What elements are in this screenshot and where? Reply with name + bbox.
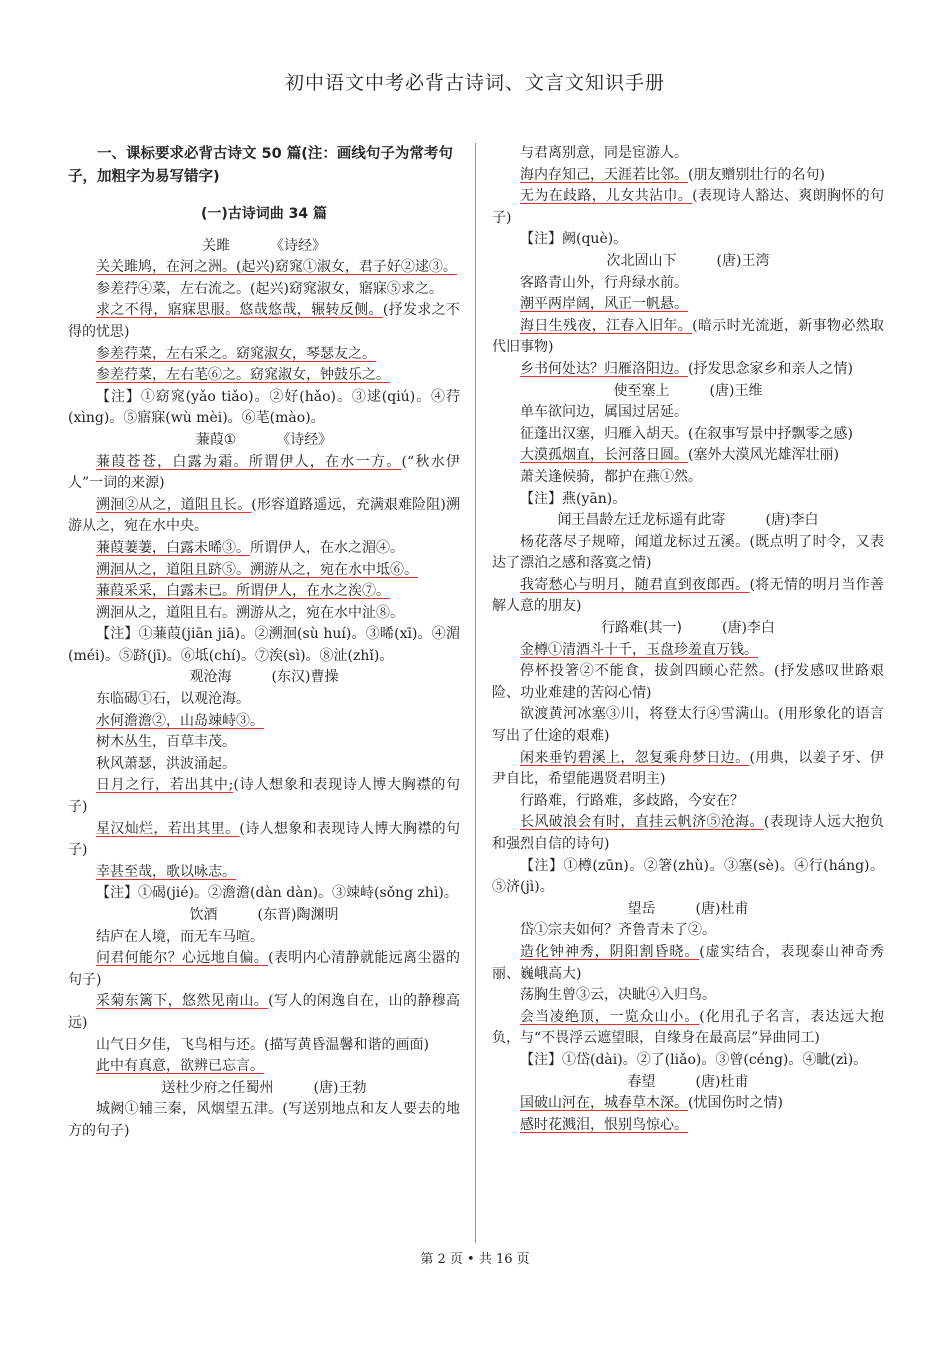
poem-line (492, 1093, 884, 1115)
poem-line: 树木丛生，百草丰茂。 (96, 734, 236, 751)
annotation-text: (忧国伤时之情) (688, 1095, 783, 1112)
annotation-text: (将无情的明月当作善解人意的朋友) (492, 576, 885, 615)
poem-line (68, 495, 460, 538)
poem-line (492, 165, 884, 187)
poem-line: 萧关逢候骑，都护在燕①然。 (520, 468, 702, 485)
poem-line: 金樽①清酒斗十千，玉盘珍羞直万钱。 (520, 641, 758, 658)
underlined-text: 闲来垂钓碧溪上，忽复乘舟梦日边。 (520, 749, 750, 766)
poem-author: (唐)王湾 (716, 252, 770, 269)
poem-line (492, 186, 884, 229)
poem-line: 岱①宗夫如何？齐鲁青未了②。 (520, 922, 716, 939)
poem-line: 潮平两岸阔，风正一帆悬。 (520, 296, 688, 313)
document-title: 初中语文中考必背古诗词、文言文知识手册 (284, 72, 665, 94)
poem-line: 城阙①辅三秦，风烟望五津。(写送别地点和友人要去的地方的句子) (68, 1101, 460, 1139)
annotation-text: (形容道路遥远，充满艰难险阻)溯游从之，宛在水中央。 (68, 496, 460, 535)
poem-author: (唐)李白 (722, 620, 775, 637)
poem-line (68, 300, 460, 343)
poem-line (68, 948, 460, 991)
annotation-text: (诗人想象和表现诗人博大胸襟的句子) (68, 777, 461, 816)
poem-chunwang (492, 1072, 884, 1137)
right-column (492, 143, 884, 1136)
annotation-text: (抒发求之不得的忧思) (68, 302, 460, 340)
poem-title: 闻王昌龄左迁龙标遥有此寄 (557, 512, 726, 529)
poem-line: 客路青山外，行舟绿水前。 (520, 274, 688, 291)
poem-line (492, 1007, 884, 1050)
poem-author: (东汉)曹操 (271, 669, 339, 686)
poem-note: 【注】①碣(jié)。②澹澹(dàn dàn)。③竦峙(sǒng zhì)。 (96, 885, 458, 902)
annotation-text: (化用孔子名言，表达远大抱负，与“不畏浮云遮望眼，自缘身在最高层”异曲同工) (492, 1008, 884, 1047)
subsection-heading: (一)古诗词曲 34 篇 (200, 206, 328, 222)
poem-line (492, 316, 884, 359)
poem-line: 荡胸生曾③云，决眦④入归鸟。 (520, 987, 716, 1004)
underlined-text: 求之不得，寤寐思服。悠哉悠哉，辗转反侧。 (96, 302, 383, 319)
annotation-text: (写人的闲逸自在，山的静穆高远) (68, 993, 461, 1031)
poem-title: 春望 (627, 1073, 656, 1090)
annotation-text: (表现诗人豁达、爽朗胸怀的句子) (492, 188, 885, 226)
poem-guanju (68, 236, 460, 430)
poem-title-row (492, 618, 884, 640)
poem-guancanghai (68, 667, 460, 905)
underlined-text: 会当凌绝顶，一览众山小。 (520, 1008, 700, 1025)
underlined-text: 日月之行，若出其中; (96, 777, 234, 794)
poem-title: 送杜少府之任蜀州 (161, 1079, 274, 1096)
poem-author: 《诗经》 (276, 431, 333, 448)
poem-title-row (68, 430, 460, 452)
poem-author: (唐)杜甫 (695, 1073, 749, 1090)
annotation-text: (虚实结合，表现泰山神奇秀丽、巍峨高大) (492, 943, 884, 982)
poem-title-row (68, 236, 460, 258)
poem-note: 【注】①窈窕(yǎo tiǎo)。②好(hǎo)。③逑(qiú)。④荇(xìng)。⑤寤寐(wù mèi)。⑥芼(mào)。 (68, 388, 460, 427)
underlined-text: 我寄愁心与明月，随君直到夜郎西。 (520, 576, 750, 593)
poem-title: 观沧海 (189, 669, 232, 686)
poem-note: 【注】①蒹葭(jiān jiā)。②溯洄(sù huí)。③晞(xī)。④湄(méi)。⑤跻(jī)。⑥坻(chí)。⑦涘(sì)。⑧沚(zhǐ)。 (68, 626, 460, 664)
poem-title-row (492, 1072, 884, 1094)
poem-author: (唐)李白 (765, 512, 819, 529)
poem-line (68, 452, 460, 495)
poem-note: 【注】阙(què)。 (520, 231, 628, 248)
poem-line: 参差荇④菜，左右流之。(起兴)窈窕淑女，寤寐⑤求之。 (96, 280, 443, 297)
poem-jianjia (68, 430, 460, 668)
column-divider (475, 143, 476, 1243)
poem-line: 杨花落尽子规啼，闻道龙标过五溪。(既点明了时令，又表达了漂泊之感和落寞之情) (492, 533, 884, 572)
poem-title-row (68, 905, 460, 927)
poem-wangyue (492, 899, 884, 1072)
underlined-text: 造化钟神秀，阴阳割昏晓。 (520, 943, 700, 960)
poem-title-row (492, 381, 884, 403)
annotation-text: (表现诗人远大抱负和强烈自信的诗句) (492, 814, 885, 852)
annotation-text: (抒发思念家乡和亲人之情) (688, 360, 853, 377)
annotation-text: (“秋水伊人”一词的来源) (68, 453, 460, 492)
poem-line: 结庐在人境，而无车马喧。 (96, 928, 264, 945)
poem-line: 水何澹澹②，山岛竦峙③。 (96, 712, 264, 729)
poem-line: 秋风萧瑟，洪波涌起。 (96, 755, 236, 772)
poem-author: (唐)杜甫 (695, 900, 749, 917)
annotation-text: (暗示时光流逝，新事物必然取代旧事物) (492, 317, 885, 356)
poem-title-row (492, 899, 884, 921)
poem-line (68, 775, 460, 818)
poem-shizhisaishang (492, 381, 884, 511)
poem-title: 关雎 (202, 237, 230, 254)
poem-line: 参差荇菜，左右芼⑥之。窈窕淑女，钟鼓乐之。 (96, 367, 390, 384)
poem-title: 行路难(其一) (601, 620, 682, 637)
poem-text: 所谓伊人，在水之湄④。 (250, 539, 404, 556)
poem-line: 欲渡黄河冰塞③川，将登太行④雪满山。(用形象化的语言写出了仕途的艰难) (492, 706, 884, 745)
annotation-text: (塞外大漠风光雄浑壮丽) (688, 447, 839, 464)
underlined-text: 海日生残夜，江春入旧年。 (520, 317, 693, 334)
poem-line: 蒹葭采采，白露未已。所谓伊人，在水之涘⑦。 (96, 583, 390, 600)
poem-line: 行路难，行路难，多歧路，今安在？ (520, 792, 744, 809)
poem-title-row (68, 1078, 460, 1100)
poem-note: 【注】①樽(zūn)。②箸(zhù)。③塞(sè)。④行(háng)。⑤济(jì)。 (492, 857, 884, 896)
underlined-text: 溯洄②从之，道阻且长。 (96, 496, 252, 513)
poem-author: 《诗经》 (270, 237, 326, 254)
page-footer: 第 2 页 • 共 16 页 (420, 1252, 530, 1267)
poem-line: 山气日夕佳，飞鸟相与还。(描写黄昏温馨和谐的画面) (96, 1036, 429, 1053)
poem-title: 次北固山下 (606, 252, 677, 269)
poem-line: 征蓬出汉塞，归雁入胡天。(在叙事写景中抒飘零之感) (520, 425, 853, 442)
poem-title: 蒹葭① (195, 431, 237, 448)
annotation-text: (表明内心清静就能远离尘嚣的句子) (68, 950, 461, 988)
poem-line: 感时花溅泪，恨别鸟惊心。 (520, 1116, 688, 1133)
poem-author: (唐)王勃 (313, 1079, 367, 1096)
poem-songdushaofu-continued (492, 143, 884, 251)
poem-line (492, 445, 884, 467)
left-column (68, 143, 460, 1143)
section-heading: 一、课标要求必背古诗文 50 篇(注：画线句子为常考句子，加粗字为易写错字) (68, 146, 453, 185)
poem-title: 望岳 (627, 900, 656, 917)
poem-line: 溯洄从之，道阻且右。溯游从之，宛在水中沚⑧。 (96, 604, 404, 621)
underlined-text: 长风破浪会有时，直挂云帆济⑤沧海。 (520, 814, 764, 831)
poem-line: 幸甚至哉，歌以咏志。 (96, 863, 236, 880)
underlined-text: 国破山河在，城春草木深。 (520, 1095, 688, 1112)
poem-line (68, 538, 460, 560)
poem-note: 【注】燕(yān)。 (520, 490, 627, 507)
poem-xinglunan (492, 618, 884, 899)
poem-line (68, 819, 460, 862)
poem-title: 饮酒 (189, 907, 218, 923)
underlined-text: 采菊东篱下，悠然见南山。 (96, 993, 269, 1010)
poem-line (492, 812, 884, 855)
poem-yinjiu (68, 905, 460, 1078)
underlined-text: 海内存知己，天涯若比邻。 (520, 166, 688, 183)
poem-line: 东临碣①石，以观沧海。 (96, 691, 250, 708)
poem-line (492, 748, 884, 791)
poem-line: 停杯投箸②不能食，拔剑四顾心茫然。(抒发感叹世路艰险、功业难建的苦闷心情) (492, 663, 884, 701)
poem-title-row (492, 251, 884, 273)
underlined-text: 蒹葭萋萋，白露未晞③。 (96, 539, 250, 556)
poem-line (492, 575, 884, 618)
underlined-text: 蒹葭苍苍，白露为霜。所谓伊人，在水一方。 (96, 453, 402, 470)
annotation-text: (诗人想象和表现诗人博大胸襟的句子) (68, 820, 461, 859)
poem-line: 关关雎鸠，在河之洲。(起兴)窈窕①淑女，君子好②逑③。 (96, 259, 457, 276)
poem-line (492, 359, 884, 381)
poem-line: 此中有真意，欲辨已忘言。 (96, 1058, 264, 1075)
poem-line: 单车欲问边，属国过居延。 (520, 404, 688, 421)
poem-cibeigushan (492, 251, 884, 381)
annotation-text: (朋友赠别壮行的名句) (688, 166, 825, 183)
poem-wenwangchangling (492, 510, 884, 618)
poem-line: 参差荇菜，左右采之。窈窕淑女，琴瑟友之。 (96, 345, 376, 362)
underlined-text: 问君何能尔？心远地自偏。 (96, 950, 269, 967)
poem-author: (唐)王维 (709, 382, 763, 399)
underlined-text: 乡书何处达？归雁洛阳边。 (520, 360, 688, 377)
annotation-text: (用典，以姜子牙、伊尹自比，希望能遇贤君明主) (492, 749, 885, 788)
poem-note: 【注】①岱(dài)。②了(liǎo)。③曾(céng)。④眦(zì)。 (520, 1051, 868, 1068)
poem-line: 与君离别意，同是宦游人。 (520, 145, 688, 161)
poem-line: 溯洄从之，道阻且跻⑤。溯游从之，宛在水中坻⑥。 (96, 561, 418, 578)
poem-title: 使至塞上 (613, 382, 670, 399)
poem-line (492, 942, 884, 985)
poem-title-row (68, 667, 460, 689)
underlined-text: 无为在歧路，儿女共沾巾。 (520, 188, 693, 205)
poem-songdushaofu (68, 1078, 460, 1143)
poem-author: (东晋)陶渊明 (257, 907, 339, 923)
underlined-text: 星汉灿烂，若出其里。 (96, 820, 240, 837)
poem-title-row (492, 510, 884, 532)
underlined-text: 大漠孤烟直，长河落日圆。 (520, 447, 688, 464)
poem-line (68, 991, 460, 1034)
